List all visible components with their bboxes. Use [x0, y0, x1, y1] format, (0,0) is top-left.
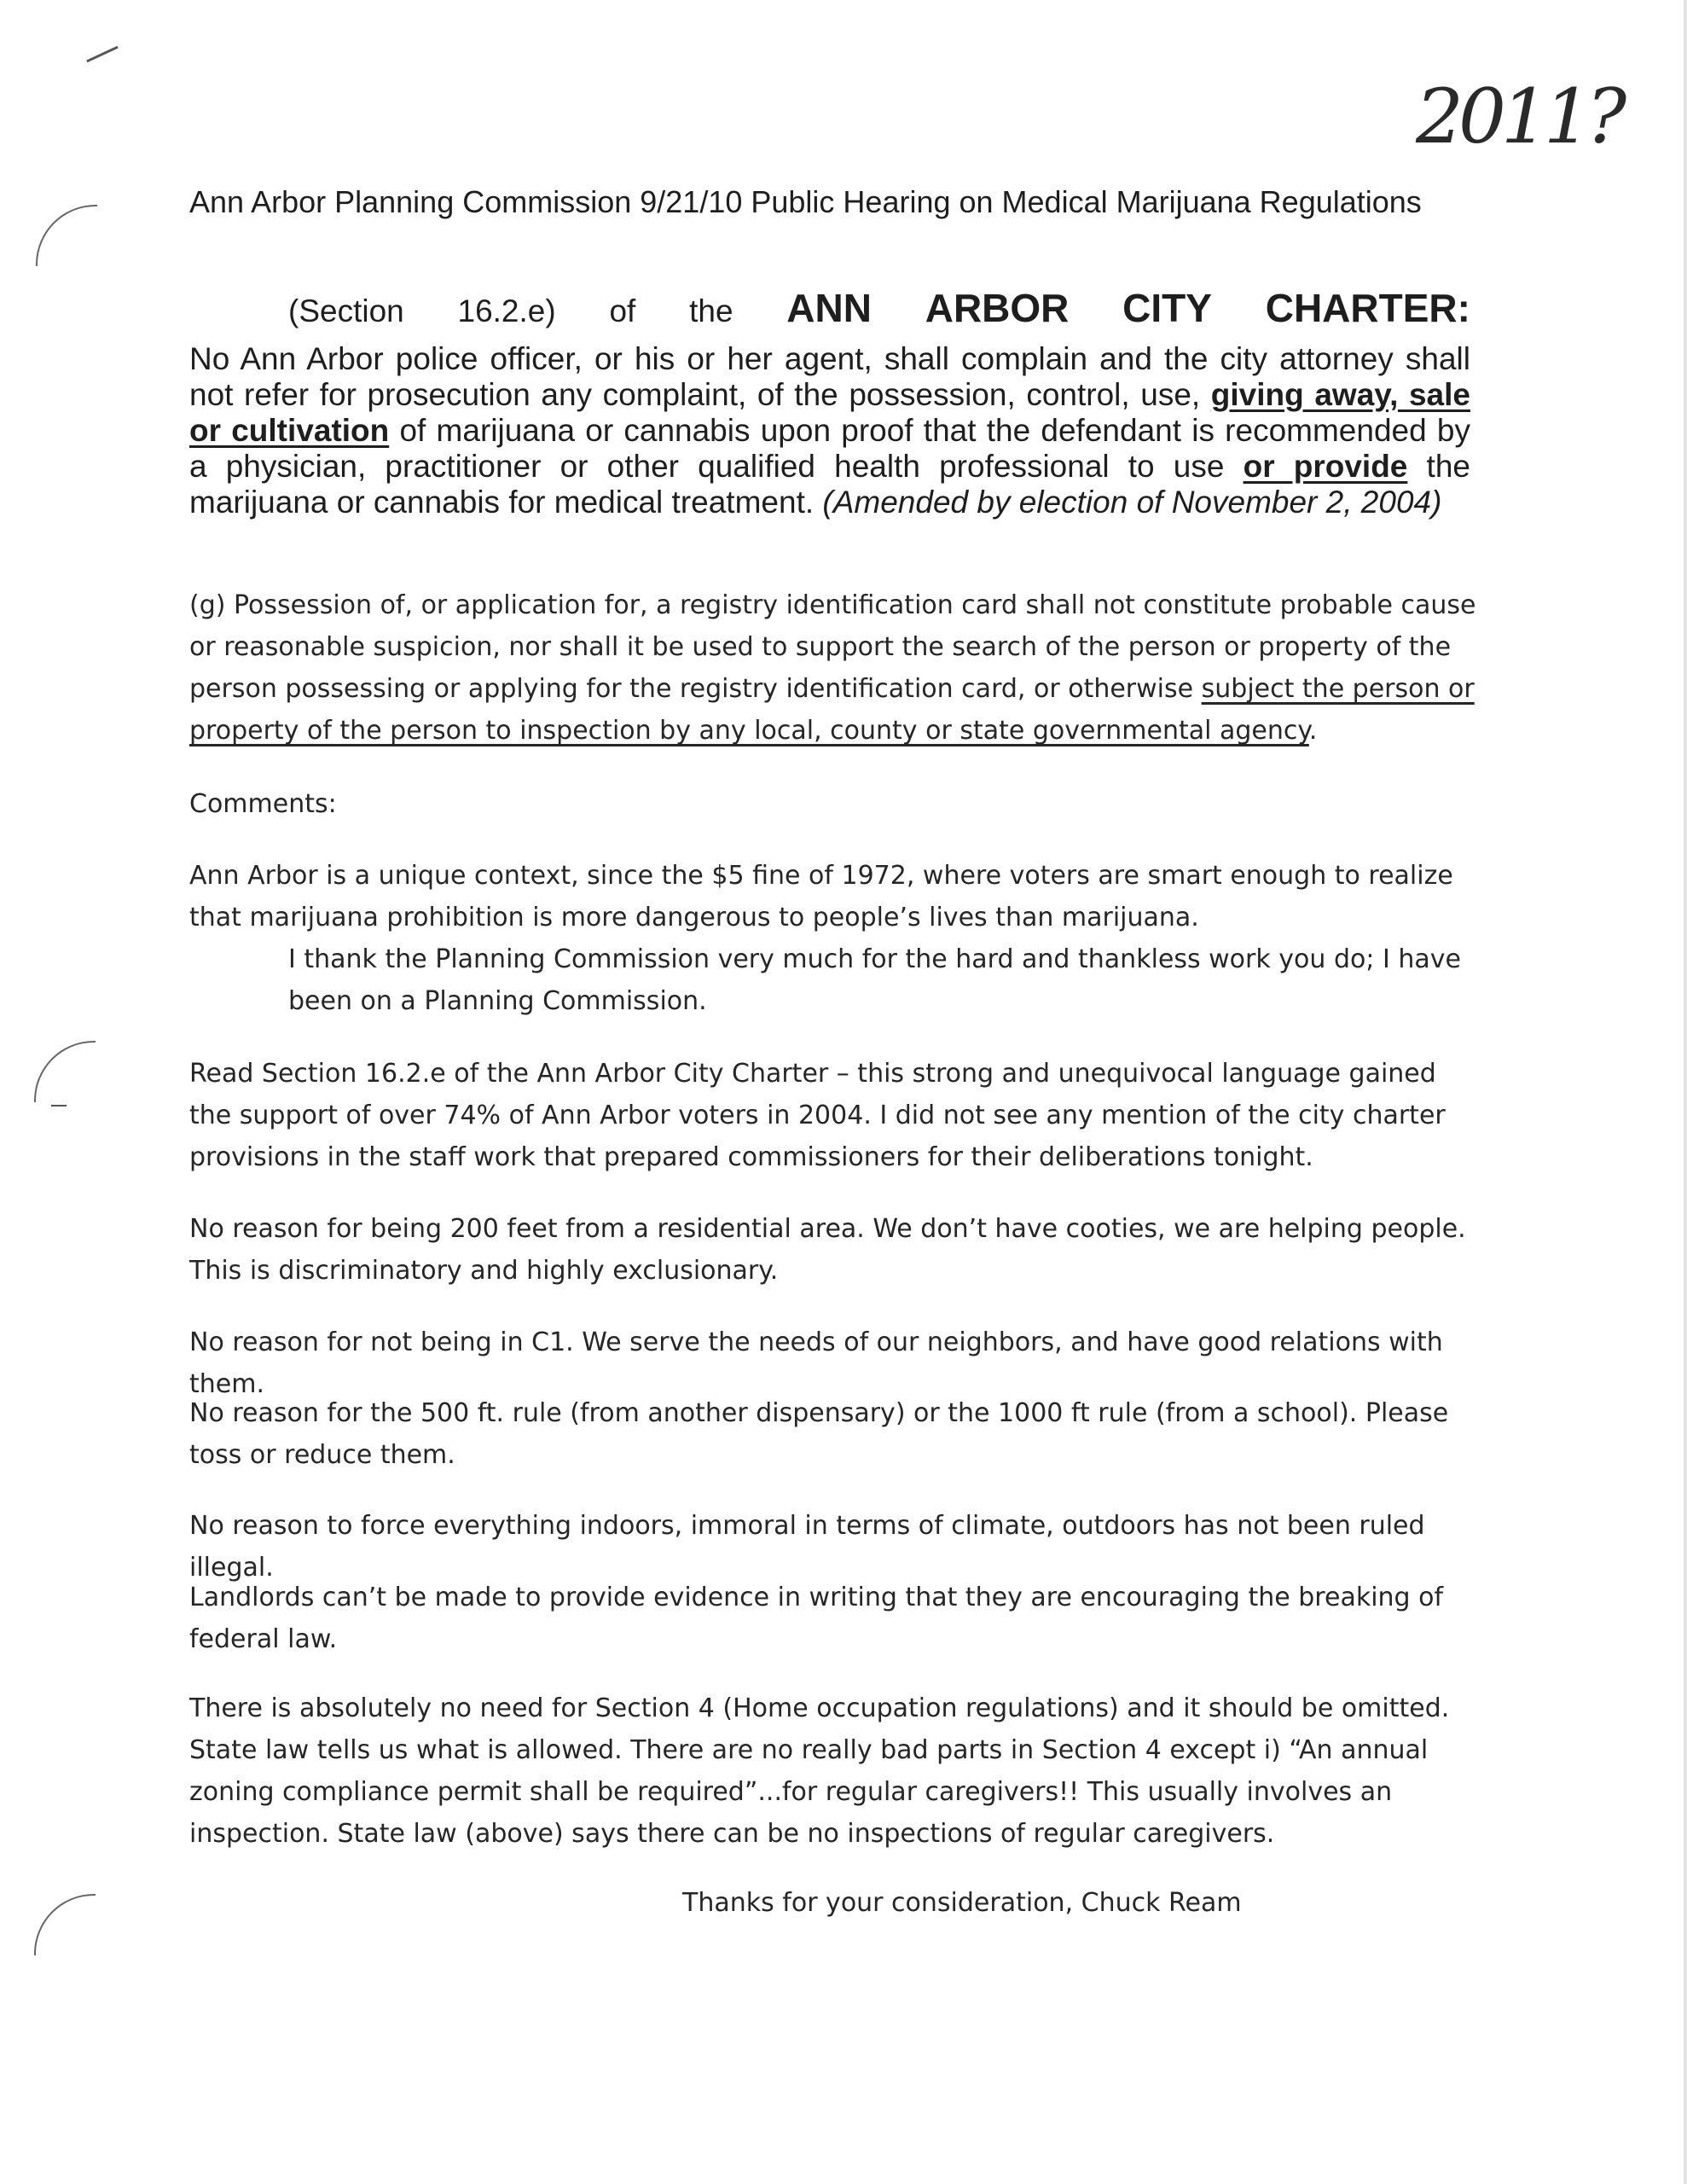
charter-amendment-note: (Amended by election of November 2, 2004)	[822, 485, 1442, 520]
charter-heading-word: the	[689, 293, 733, 328]
charter-text-part: No Ann Arbor police officer, or his or her agent, shall complain and the city attorney shall not refer for prosecution any complaint, of the possession, control, use,	[189, 341, 1470, 412]
comment-text: Ann Arbor is a unique context, since the $5 fine of 1972, where voters are smart enough to realize that marijuana prohibition is more dangerous to people’s lives than marijuana.	[189, 861, 1453, 932]
charter-heading-word: 16.2.e)	[457, 293, 556, 328]
scan-speck	[51, 1105, 67, 1107]
state-law-end: .	[1308, 716, 1318, 746]
comment-paragraph: No reason for not being in C1. We serve the needs of our neighbors, and have good relations with them.	[189, 1327, 1443, 1399]
charter-heading-word: of	[609, 293, 636, 328]
page-title: Ann Arbor Planning Commission 9/21/10 Public Hearing on Medical Marijuana Regulations	[189, 184, 1422, 219]
state-law-text: (g) Possession of, or application for, a registry identification card shall not constitute probable cause or reasonable suspicion, nor shall it be used to support the search of the person or property of the person possessing or applying for the registry identification card, or otherwise	[189, 590, 1476, 704]
charter-text-part: the marijuana or cannabis for medical treatment.	[189, 449, 1470, 520]
comment-paragraph: Landlords can’t be made to provide evidence in writing that they are encouraging the breaking of federal law.	[189, 1583, 1444, 1654]
comment-paragraph: Read Section 16.2.e of the Ann Arbor City Charter – this strong and unequivocal language gained the support of over 74% of Ann Arbor voters in 2004. I did not see any mention of the city charter provisions in the staff work that prepared commissioners for their deliberations tonight.	[189, 1059, 1446, 1172]
scan-edge	[1684, 0, 1687, 2184]
charter-heading-caps: ARBOR	[925, 286, 1070, 330]
punch-hole-mark	[36, 205, 97, 266]
comment-paragraph: There is absolutely no need for Section 4 (Home occupation regulations) and it should be omitted. State law tells us what is allowed. There are no really bad parts in Section 4 except i) “An annual zoning compliance permit shall be required”...for regular caregivers!! This usually involves an inspection. State law (above) says there can be no inspections of regular caregivers.	[189, 1693, 1450, 1849]
comment-paragraph: No reason for being 200 feet from a residential area. We don’t have cooties, we are helping people. This is discriminatory and highly exclusionary.	[189, 1214, 1466, 1286]
comment-paragraph	[189, 855, 1477, 1022]
charter-text	[189, 341, 1470, 520]
charter-heading	[189, 286, 1470, 341]
comment-text: I thank the Planning Commission very much for the hard and thankless work you do; I have been on a Planning Commission.	[288, 944, 1461, 1016]
charter-heading-caps: CHARTER:	[1265, 286, 1470, 330]
handwritten-note: 2011?	[1416, 73, 1622, 160]
charter-emphasis: giving away, sale or cultivation	[189, 377, 1470, 448]
comments-heading: Comments:	[189, 789, 337, 819]
comment-paragraph: No reason for the 500 ft. rule (from another dispensary) or the 1000 ft rule (from a school). Please toss or reduce them.	[189, 1398, 1449, 1470]
scan-speck	[86, 46, 119, 63]
punch-hole-mark	[34, 1041, 96, 1102]
charter-section	[189, 286, 1470, 520]
state-law-paragraph	[189, 584, 1477, 752]
punch-hole-mark	[34, 1894, 96, 1955]
charter-emphasis: or provide	[1243, 449, 1408, 484]
charter-heading-word: (Section	[288, 293, 404, 328]
state-law-underlined: subject the person or property of the person to inspection by any local, county or state governmental agency	[189, 674, 1475, 746]
charter-heading-caps: CITY	[1122, 286, 1212, 330]
comment-paragraph: No reason to force everything indoors, immoral in terms of climate, outdoors has not been ruled illegal.	[189, 1511, 1425, 1583]
charter-text-part: of marijuana or cannabis upon proof that the defendant is recommended by a physician, practitioner or other qualified health professional to use	[189, 413, 1470, 484]
charter-heading-caps: ANN	[786, 286, 872, 330]
signature-line: Thanks for your consideration, Chuck Ream	[682, 1888, 1242, 1918]
